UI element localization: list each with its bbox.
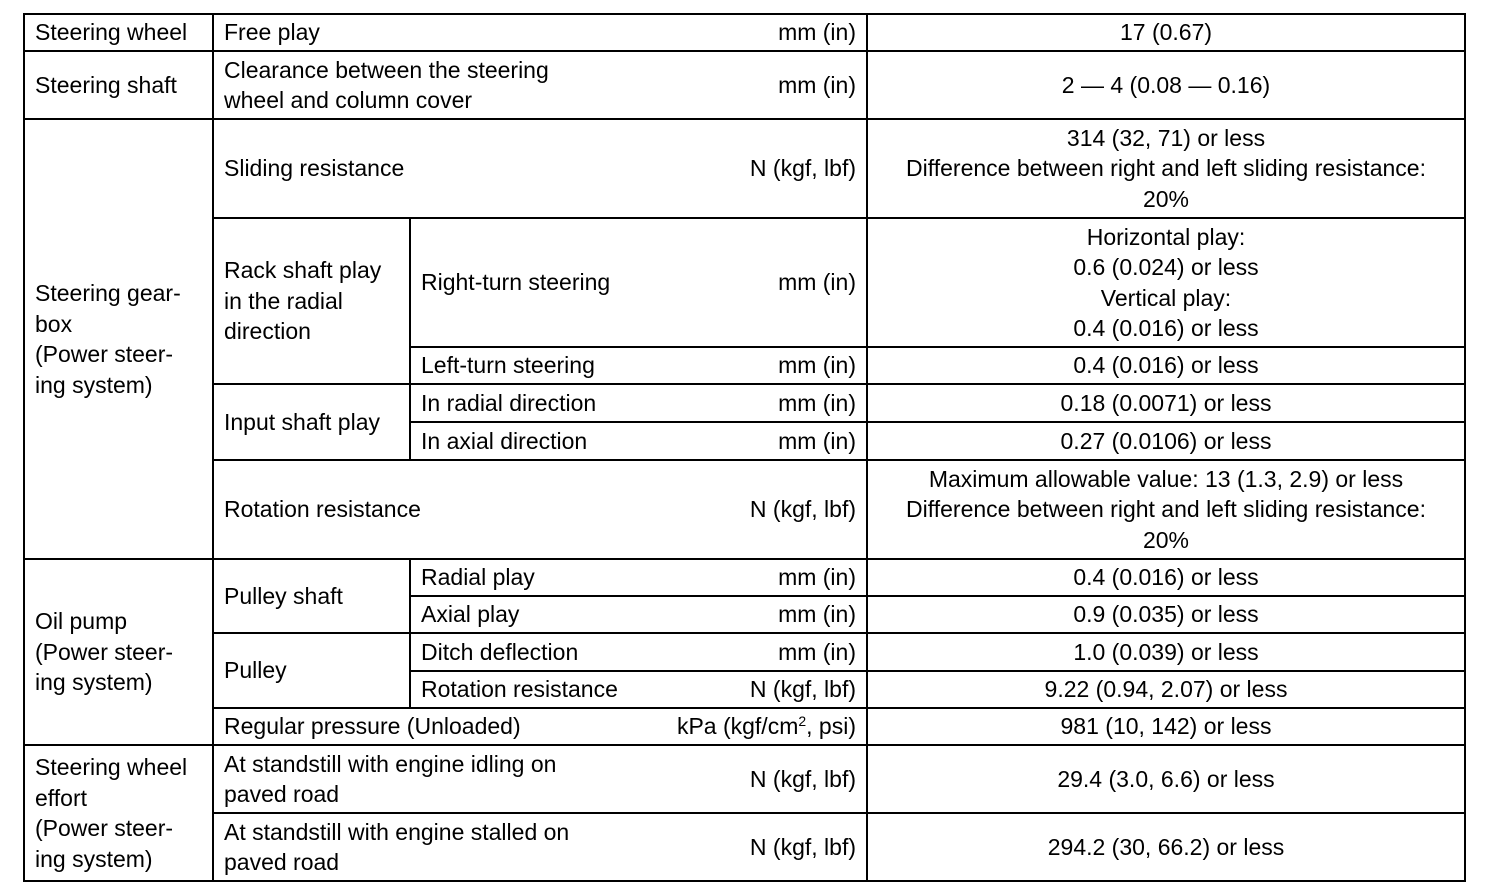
value-cell: 2 — 4 (0.08 — 0.16) <box>867 51 1465 119</box>
item-radial-play: Radial play <box>410 559 638 596</box>
group-rack-shaft-play: Rack shaft play in the radial direction <box>213 218 410 384</box>
unit-cell: N (kgf, lbf) <box>638 813 867 881</box>
item-left-turn-steering: Left-turn steering <box>410 347 638 384</box>
unit-cell: N (kgf, lbf) <box>638 671 867 708</box>
table-row <box>24 708 1465 745</box>
table-row <box>24 460 1465 559</box>
unit-cell: mm (in) <box>638 422 867 460</box>
value-cell: 981 (10, 142) or less <box>867 708 1465 745</box>
item-regular-pressure: Regular pressure (Unloaded) <box>213 708 638 745</box>
table-row <box>24 51 1465 119</box>
item-in-radial-direction: In radial direction <box>410 384 638 422</box>
category-oil-pump: Oil pump (Power steer- ing system) <box>24 559 213 745</box>
table-row <box>24 14 1465 51</box>
unit-cell: mm (in) <box>638 14 867 51</box>
category-steering-wheel: Steering wheel <box>24 14 213 51</box>
value-cell: 314 (32, 71) or less Difference between right and left sliding resistance: 20% <box>867 119 1465 218</box>
value-cell: 0.4 (0.016) or less <box>867 559 1465 596</box>
table-row <box>24 384 1465 422</box>
group-input-shaft-play: Input shaft play <box>213 384 410 460</box>
value-cell: 0.9 (0.035) or less <box>867 596 1465 633</box>
category-steering-wheel-effort: Steering wheel effort (Power steer- ing system) <box>24 745 213 881</box>
value-cell: Horizontal play: 0.6 (0.024) or less Vertical play: 0.4 (0.016) or less <box>867 218 1465 347</box>
value-cell: 0.18 (0.0071) or less <box>867 384 1465 422</box>
item-free-play: Free play <box>213 14 638 51</box>
steering-spec-table <box>23 13 1466 882</box>
category-steering-shaft: Steering shaft <box>24 51 213 119</box>
unit-cell: mm (in) <box>638 384 867 422</box>
table-row <box>24 633 1465 671</box>
unit-cell: N (kgf, lbf) <box>638 460 867 559</box>
item-engine-idling: At standstill with engine idling on paved road <box>213 745 638 813</box>
value-cell: 294.2 (30, 66.2) or less <box>867 813 1465 881</box>
unit-cell: mm (in) <box>638 218 867 347</box>
table-row <box>24 119 1465 218</box>
item-rotation-resistance: Rotation resistance <box>213 460 638 559</box>
unit-cell: mm (in) <box>638 596 867 633</box>
table-row <box>24 745 1465 813</box>
unit-cell: N (kgf, lbf) <box>638 119 867 218</box>
unit-cell: mm (in) <box>638 347 867 384</box>
value-cell: 0.27 (0.0106) or less <box>867 422 1465 460</box>
unit-cell: mm (in) <box>638 51 867 119</box>
value-cell: 29.4 (3.0, 6.6) or less <box>867 745 1465 813</box>
item-axial-play: Axial play <box>410 596 638 633</box>
value-cell: 17 (0.67) <box>867 14 1465 51</box>
category-steering-gearbox: Steering gear- box (Power steer- ing system) <box>24 119 213 559</box>
value-cell: 9.22 (0.94, 2.07) or less <box>867 671 1465 708</box>
value-cell: 0.4 (0.016) or less <box>867 347 1465 384</box>
value-cell: 1.0 (0.039) or less <box>867 633 1465 671</box>
item-pulley-rotation-resistance: Rotation resistance <box>410 671 638 708</box>
value-cell: Maximum allowable value: 13 (1.3, 2.9) or less Difference between right and left sliding resistance: 20% <box>867 460 1465 559</box>
table-row <box>24 218 1465 347</box>
item-in-axial-direction: In axial direction <box>410 422 638 460</box>
unit-cell: N (kgf, lbf) <box>638 745 867 813</box>
unit-cell: mm (in) <box>638 633 867 671</box>
unit-cell: mm (in) <box>638 559 867 596</box>
item-ditch-deflection: Ditch deflection <box>410 633 638 671</box>
item-engine-stalled: At standstill with engine stalled on paved road <box>213 813 638 881</box>
item-right-turn-steering: Right-turn steering <box>410 218 638 347</box>
group-pulley-shaft: Pulley shaft <box>213 559 410 633</box>
item-clearance: Clearance between the steering wheel and column cover <box>213 51 638 119</box>
item-sliding-resistance: Sliding resistance <box>213 119 638 218</box>
table-row <box>24 813 1465 881</box>
unit-cell: kPa ($kgf/cm^2$, psi) <box>638 708 867 745</box>
group-pulley: Pulley <box>213 633 410 708</box>
table-row <box>24 559 1465 596</box>
